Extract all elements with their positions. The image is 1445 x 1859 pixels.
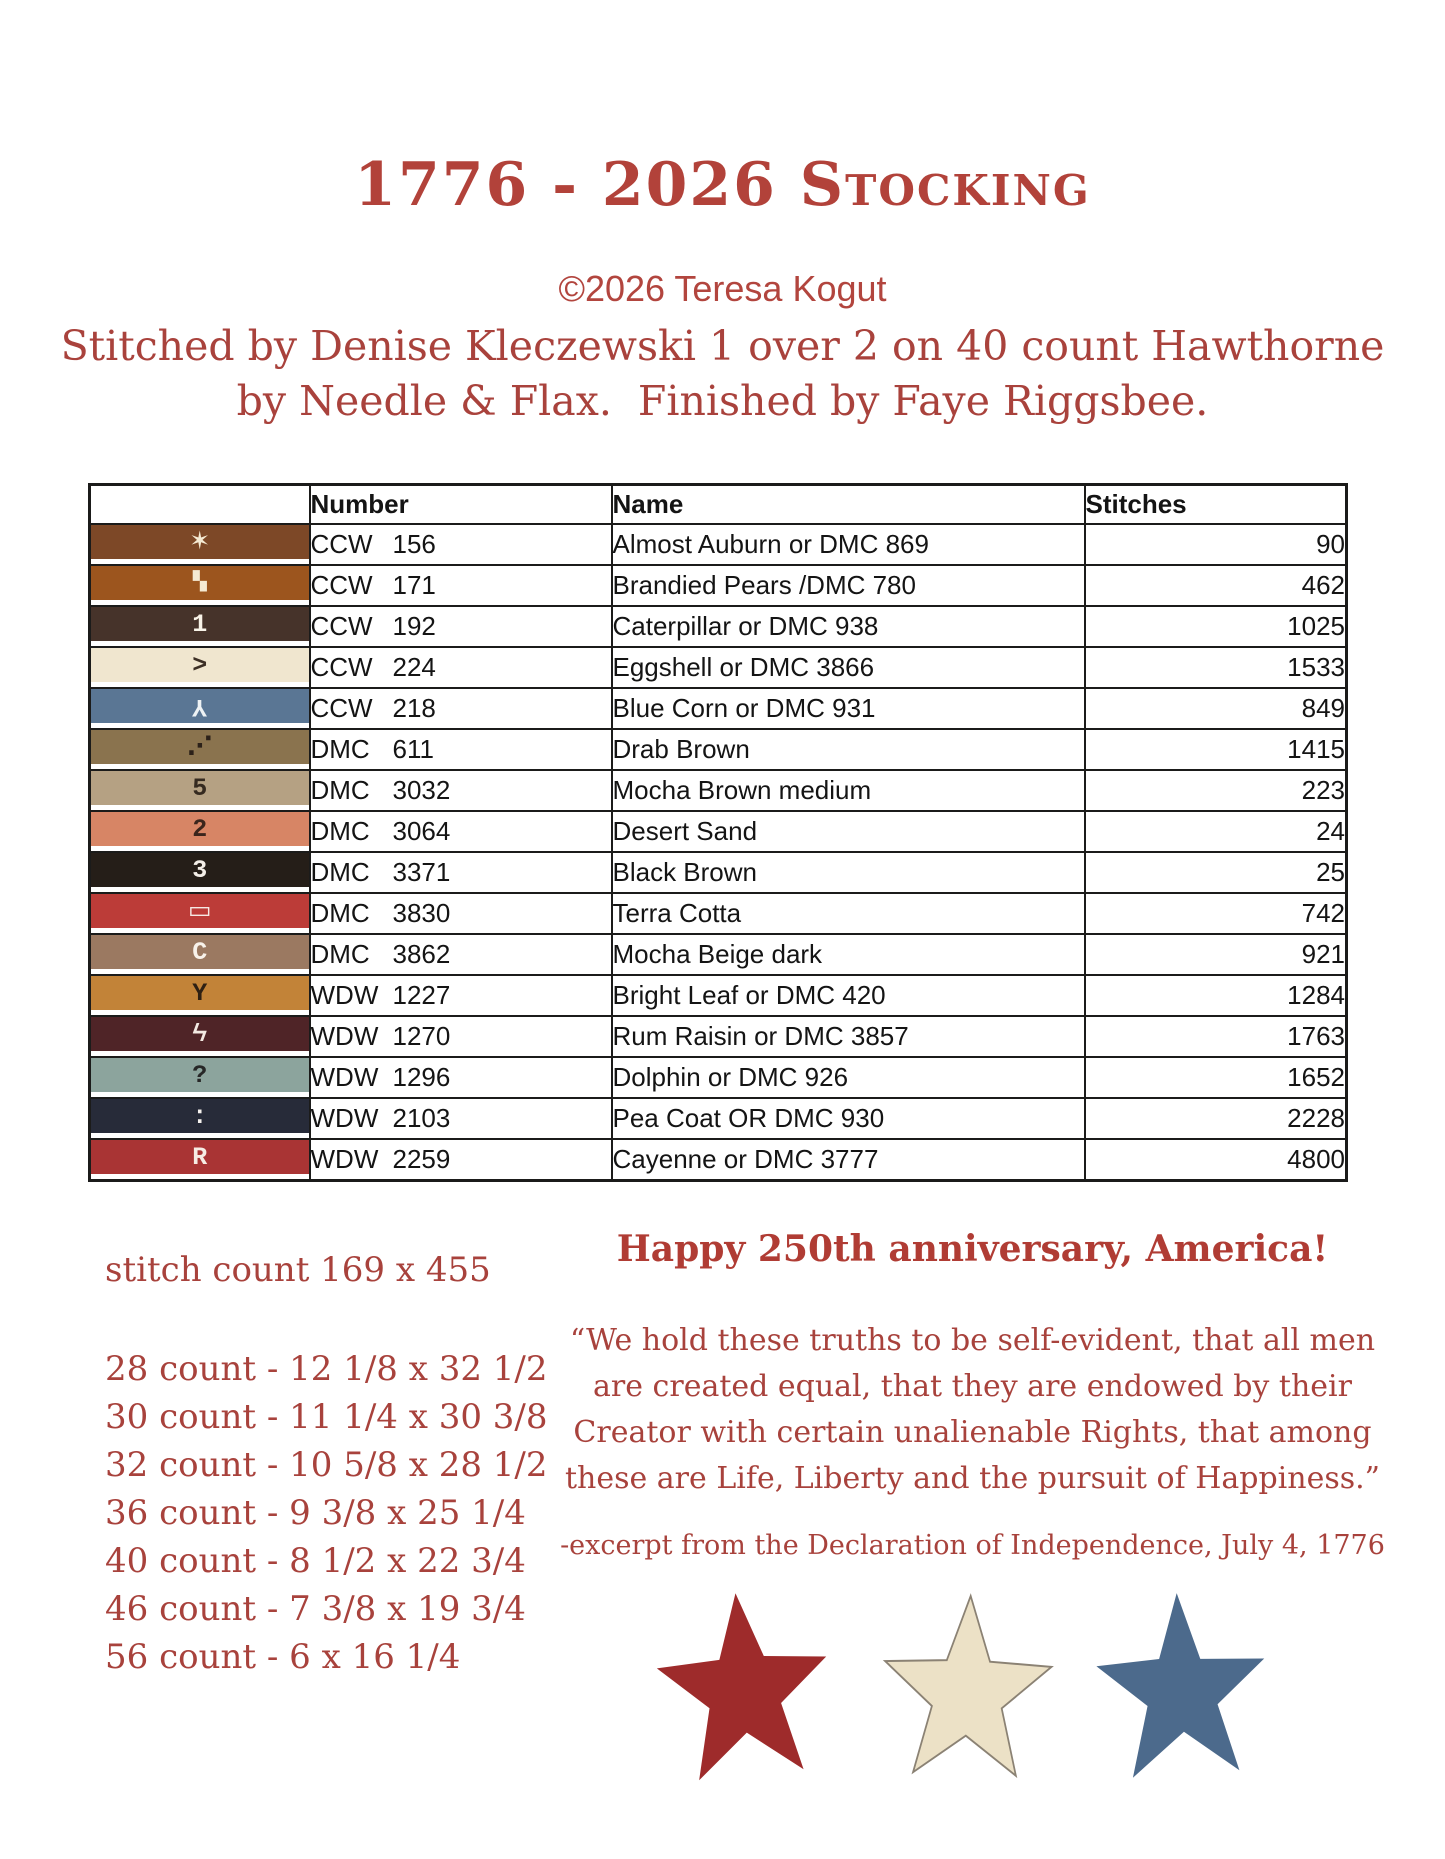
- floss-name: Brandied Pears /DMC 780: [612, 565, 1085, 606]
- blue-star-shape: [1093, 1589, 1270, 1780]
- floss-code: 611: [392, 734, 434, 764]
- declaration-quote: [510, 1318, 1435, 1502]
- stitch-symbol: ▭: [187, 896, 212, 926]
- floss-code: 1296: [392, 1062, 451, 1092]
- floss-key-table: [88, 483, 1348, 1182]
- floss-name: Caterpillar or DMC 938: [612, 606, 1085, 647]
- color-swatch: [91, 976, 309, 1010]
- size-line: 32 count - 10 5/8 x 28 1/2: [105, 1445, 548, 1485]
- table-row: [90, 606, 1347, 647]
- floss-code: 2103: [392, 1103, 451, 1133]
- floss-code: 224: [392, 652, 436, 682]
- stitches-value: 25: [1085, 852, 1347, 893]
- quote-attribution: -excerpt from the Declaration of Independence, July 4, 1776: [560, 1530, 1385, 1561]
- stitch-symbol: C: [192, 937, 208, 967]
- stitches-value: 90: [1085, 524, 1347, 565]
- stitch-symbol: ▚: [192, 573, 207, 593]
- stitches-value: 1652: [1085, 1057, 1347, 1098]
- stitch-info-line-2: by Needle & Flax. Finished by Faye Riggsbee.: [236, 377, 1209, 425]
- fabric-size-list: [105, 1345, 548, 1681]
- color-swatch: [91, 812, 309, 846]
- floss-name: Mocha Beige dark: [612, 934, 1085, 975]
- stitch-symbol: 5: [192, 773, 208, 803]
- table-row: [90, 688, 1347, 729]
- table-row: [90, 647, 1347, 688]
- floss-brand: WDW: [310, 1103, 379, 1133]
- stitches-value: 1284: [1085, 975, 1347, 1016]
- floss-name: Dolphin or DMC 926: [612, 1057, 1085, 1098]
- floss-code: 3032: [392, 775, 451, 805]
- table-row: [90, 811, 1347, 852]
- size-line: 36 count - 9 3/8 x 25 1/4: [105, 1493, 526, 1533]
- quote-line: “We hold these truths to be self-evident, that all men: [569, 1323, 1376, 1358]
- anniversary-heading: Happy 250th anniversary, America!: [616, 1228, 1329, 1270]
- header-number: Number: [310, 485, 612, 525]
- stitch-symbol: 2: [192, 814, 208, 844]
- floss-brand: DMC: [310, 939, 370, 969]
- stitches-value: 921: [1085, 934, 1347, 975]
- floss-name: Pea Coat OR DMC 930: [612, 1098, 1085, 1139]
- stitch-count-line: stitch count 169 x 455: [105, 1250, 491, 1290]
- stitch-symbol: >: [192, 650, 208, 680]
- floss-code: 2259: [392, 1144, 451, 1174]
- stitches-value: 1763: [1085, 1016, 1347, 1057]
- stitches-value: 462: [1085, 565, 1347, 606]
- floss-code: 3830: [392, 898, 451, 928]
- color-swatch: [91, 648, 309, 682]
- stitches-value: 1533: [1085, 647, 1347, 688]
- size-line: 56 count - 6 x 16 1/4: [105, 1637, 461, 1677]
- table-row: [90, 893, 1347, 934]
- stitch-symbol: ✶: [189, 527, 211, 557]
- stitches-value: 223: [1085, 770, 1347, 811]
- floss-brand: WDW: [310, 1144, 379, 1174]
- blue-star-icon: [1089, 1585, 1274, 1786]
- size-line: 30 count - 11 1/4 x 30 3/8: [105, 1397, 548, 1437]
- floss-code: 192: [392, 611, 436, 641]
- stitches-value: 1415: [1085, 729, 1347, 770]
- floss-code: 1270: [392, 1021, 451, 1051]
- stitch-symbol: Y: [192, 691, 208, 721]
- color-swatch: [91, 1099, 309, 1133]
- table-row: [90, 1098, 1347, 1139]
- color-swatch: [91, 1017, 309, 1051]
- stitches-value: 4800: [1085, 1139, 1347, 1181]
- stitches-value: 2228: [1085, 1098, 1347, 1139]
- stitches-value: 849: [1085, 688, 1347, 729]
- color-swatch: [91, 894, 309, 928]
- header-name: Name: [612, 485, 1085, 525]
- floss-brand: WDW: [310, 1021, 379, 1051]
- floss-code: 156: [392, 529, 436, 559]
- floss-code: 3064: [392, 816, 451, 846]
- floss-brand: DMC: [310, 898, 370, 928]
- color-swatch: [91, 525, 309, 559]
- floss-brand: DMC: [310, 775, 370, 805]
- floss-brand: DMC: [310, 857, 370, 887]
- table-row: [90, 934, 1347, 975]
- stitch-symbol: Y: [192, 978, 208, 1008]
- floss-name: Blue Corn or DMC 931: [612, 688, 1085, 729]
- color-swatch: [91, 771, 309, 805]
- quote-line: are created equal, that they are endowed by their: [593, 1369, 1352, 1404]
- color-swatch: [91, 607, 309, 641]
- color-swatch: [91, 1058, 309, 1092]
- floss-code: 218: [392, 693, 436, 723]
- size-line: 28 count - 12 1/8 x 32 1/2: [105, 1349, 548, 1389]
- table-header-row: [90, 485, 1347, 525]
- floss-code: 171: [392, 570, 436, 600]
- table-row: [90, 852, 1347, 893]
- table-row: [90, 729, 1347, 770]
- size-line: 40 count - 8 1/2 x 22 3/4: [105, 1541, 526, 1581]
- table-row: [90, 524, 1347, 565]
- floss-code: 3371: [392, 857, 451, 887]
- stitch-symbol: :: [192, 1101, 208, 1131]
- floss-name: Bright Leaf or DMC 420: [612, 975, 1085, 1016]
- red-star-icon: [648, 1582, 839, 1789]
- stitch-symbol: ϟ: [192, 1019, 208, 1049]
- stitch-symbol: R: [192, 1142, 208, 1172]
- stitch-symbol: ?: [192, 1060, 208, 1090]
- floss-name: Mocha Brown medium: [612, 770, 1085, 811]
- floss-name: Black Brown: [612, 852, 1085, 893]
- floss-brand: WDW: [310, 1062, 379, 1092]
- color-swatch: [91, 566, 309, 600]
- header-symbol: [90, 485, 310, 525]
- quote-line: Creator with certain unalienable Rights, that among: [573, 1415, 1372, 1450]
- stitch-symbol: ⋰: [187, 732, 213, 762]
- floss-brand: CCW: [310, 652, 373, 682]
- size-line: 46 count - 7 3/8 x 19 3/4: [105, 1589, 526, 1629]
- floss-name: Drab Brown: [612, 729, 1085, 770]
- color-swatch: [91, 730, 309, 764]
- floss-name: Almost Auburn or DMC 869: [612, 524, 1085, 565]
- color-swatch: [91, 689, 309, 723]
- stitches-value: 24: [1085, 811, 1347, 852]
- table-row: [90, 975, 1347, 1016]
- stitches-value: 1025: [1085, 606, 1347, 647]
- floss-name: Eggshell or DMC 3866: [612, 647, 1085, 688]
- floss-name: Desert Sand: [612, 811, 1085, 852]
- floss-brand: CCW: [310, 529, 373, 559]
- table-row: [90, 1016, 1347, 1057]
- stitch-symbol: 1: [192, 609, 208, 639]
- floss-brand: WDW: [310, 980, 379, 1010]
- floss-code: 3862: [392, 939, 451, 969]
- table-row: [90, 565, 1347, 606]
- stitch-info-line-1: Stitched by Denise Kleczewski 1 over 2 on 40 count Hawthorne: [60, 322, 1385, 370]
- copyright-line: ©2026 Teresa Kogut: [558, 268, 887, 309]
- quote-line: these are Life, Liberty and the pursuit of Happiness.”: [564, 1461, 1380, 1496]
- page-title: 1776 - 2026 Stocking: [354, 150, 1091, 220]
- stitches-value: 742: [1085, 893, 1347, 934]
- color-swatch: [91, 853, 309, 887]
- table-row: [90, 1139, 1347, 1181]
- stitch-symbol: 3: [192, 855, 208, 885]
- floss-brand: DMC: [310, 734, 370, 764]
- table-row: [90, 770, 1347, 811]
- floss-brand: DMC: [310, 816, 370, 846]
- cream-star-shape: [881, 1593, 1054, 1777]
- color-swatch: [91, 935, 309, 969]
- floss-name: Cayenne or DMC 3777: [612, 1139, 1085, 1181]
- color-swatch: [91, 1140, 309, 1174]
- table-row: [90, 1057, 1347, 1098]
- floss-name: Terra Cotta: [612, 893, 1085, 934]
- floss-brand: CCW: [310, 693, 373, 723]
- floss-brand: CCW: [310, 611, 373, 641]
- header-stitches: Stitches: [1085, 485, 1347, 525]
- red-star-shape: [651, 1586, 836, 1783]
- cream-star-icon: [877, 1588, 1059, 1786]
- floss-brand: CCW: [310, 570, 373, 600]
- floss-name: Rum Raisin or DMC 3857: [612, 1016, 1085, 1057]
- floss-code: 1227: [392, 980, 451, 1010]
